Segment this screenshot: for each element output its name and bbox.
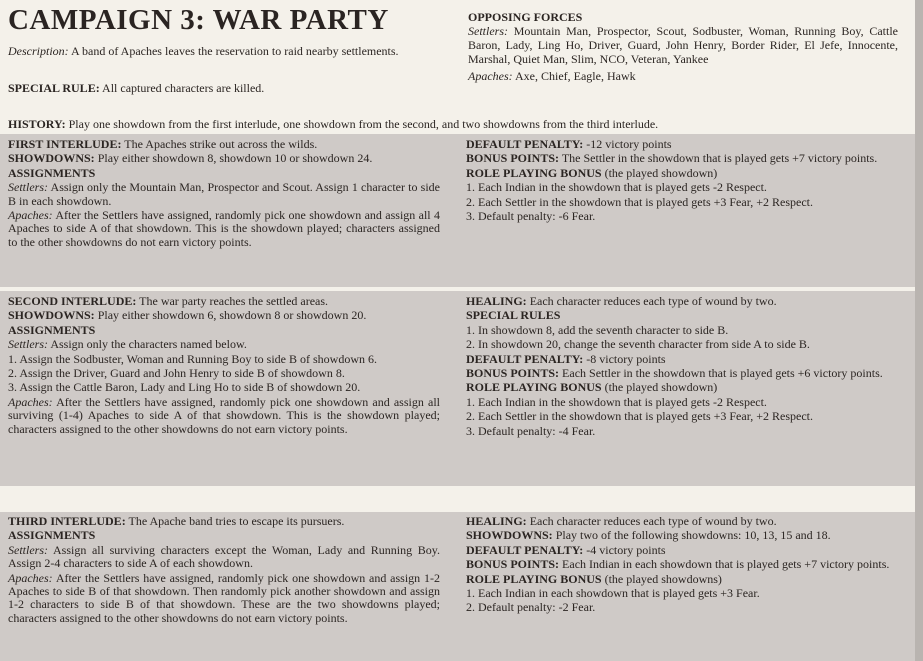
- second-healing-text: Each character reduces each type of wound by two.: [529, 294, 777, 308]
- third-settlers-label: Settlers:: [8, 542, 48, 557]
- first-bonus-text: The Settler in the showdown that is played gets +7 victory points.: [561, 151, 878, 166]
- third-healing-text: Each character reduces each type of wound by two.: [529, 514, 777, 528]
- history-label: HISTORY:: [8, 117, 66, 131]
- special-rule: [8, 81, 264, 96]
- second-showdowns-label: SHOWDOWNS:: [8, 308, 95, 323]
- first-rp-item: 1. Each Indian in the showdown that is played gets -2 Respect.: [466, 180, 767, 195]
- band-divider: [0, 486, 915, 512]
- third-showdowns-text: Play two of the following showdowns: 10, 13, 15 and 18.: [555, 528, 831, 543]
- first-apaches-label: Apaches:: [8, 208, 53, 223]
- second-settler-item: 2. Assign the Driver, Guard and John Henry to side B of showdown 8.: [8, 366, 345, 381]
- second-settler-item: 1. Assign the Sodbuster, Woman and Running Boy to side B of showdown 6.: [8, 351, 377, 366]
- first-showdowns-label: SHOWDOWNS:: [8, 151, 95, 166]
- second-interlude-text: The war party reaches the settled areas.: [139, 294, 329, 308]
- history: [8, 117, 658, 132]
- description-text: A band of Apaches leaves the reservation to raid nearby settlements.: [71, 44, 399, 58]
- second-bonus-text: Each Settler in the showdown that is played gets +6 victory points.: [562, 366, 883, 381]
- second-interlude-label: SECOND INTERLUDE:: [8, 294, 137, 308]
- third-showdowns-label: SHOWDOWNS:: [466, 528, 553, 543]
- first-interlude-text: The Apaches strike out across the wilds.: [124, 137, 318, 151]
- first-rp-item: 2. Each Settler in the showdown that is played gets +3 Fear, +2 Respect.: [466, 194, 813, 209]
- third-rp-sub: (the played showdowns): [604, 571, 722, 586]
- second-rp-sub: (the played showdown): [604, 380, 718, 395]
- first-bonus-label: BONUS POINTS:: [466, 151, 560, 166]
- opposing-forces: [468, 10, 898, 83]
- description: [8, 44, 446, 58]
- third-interlude-label: THIRD INTERLUDE:: [8, 514, 126, 528]
- history-text: Play one showdown from the first interlude, one showdown from the second, and two showdowns from the third interlude.: [68, 117, 659, 131]
- opposing-forces-heading: OPPOSING FORCES: [468, 10, 583, 24]
- second-special-item: 2. In showdown 20, change the seventh character from side A to side B.: [466, 337, 810, 352]
- first-apaches-text: After the Settlers have assigned, randomly pick one showdown and assign all 4 Apaches to side A of that showdown. This is the showdown played; characters assigned to the other showdowns do not earn victory points.: [8, 208, 441, 249]
- third-bonus-text: Each Indian in each showdown that is played gets +7 victory points.: [562, 557, 890, 572]
- third-rp-item: 2. Default penalty: -2 Fear.: [466, 600, 596, 615]
- first-rp-label: ROLE PLAYING BONUS: [466, 165, 602, 180]
- second-settlers-text: Assign only the characters named below.: [50, 337, 247, 352]
- second-special-item: 1. In showdown 8, add the seventh character to side B.: [466, 322, 729, 337]
- second-assignments-heading: ASSIGNMENTS: [8, 322, 96, 337]
- second-showdowns-text: Play either showdown 6, showdown 8 or showdown 20.: [97, 308, 367, 323]
- third-interlude-right: [466, 515, 898, 616]
- third-interlude-text: The Apache band tries to escape its pursuers.: [128, 514, 345, 528]
- page-edge: [915, 0, 923, 661]
- second-apaches-label: Apaches:: [8, 394, 53, 409]
- second-apaches-text: After the Settlers have assigned, randomly pick one showdown and assign all surviving (1-4) Apaches to side A of that showdown. This is the showdown played; characters assigned to the other showdowns do not earn victory points.: [8, 394, 440, 436]
- second-bonus-label: BONUS POINTS:: [466, 366, 560, 381]
- second-healing-label: HEALING:: [466, 294, 527, 308]
- apaches-label: Apaches:: [468, 69, 513, 83]
- first-settlers-text: Assign only the Mountain Man, Prospector and Scout. Assign 1 character to side B in each showdown.: [8, 180, 440, 208]
- third-apaches-label: Apaches:: [8, 570, 53, 585]
- third-default-text: -4 victory points: [586, 542, 666, 557]
- third-default-label: DEFAULT PENALTY:: [466, 542, 584, 557]
- first-settlers-label: Settlers:: [8, 180, 48, 195]
- third-rp-label: ROLE PLAYING BONUS: [466, 571, 602, 586]
- first-default-label: DEFAULT PENALTY:: [466, 137, 584, 151]
- description-label: Description:: [8, 44, 69, 58]
- second-settlers-label: Settlers:: [8, 337, 48, 352]
- first-interlude-label: FIRST INTERLUDE:: [8, 137, 122, 151]
- settlers-text: Mountain Man, Prospector, Scout, Sodbuster, Woman, Running Boy, Cattle Baron, Lady, Ling Ho, Driver, Guard, John Henry, Border Rider, El Jefe, Innocente, Marshal, Quiet Man, Slim, NCO, Veteran, Yankee: [468, 24, 898, 66]
- first-rp-sub: (the played showdown): [604, 165, 718, 180]
- apaches-text: Axe, Chief, Eagle, Hawk: [515, 69, 636, 83]
- second-rp-item: 3. Default penalty: -4 Fear.: [466, 423, 596, 438]
- second-interlude-left: [8, 295, 440, 437]
- second-settler-item: 3. Assign the Cattle Baron, Lady and Ling Ho to side B of showdown 20.: [8, 380, 361, 395]
- page-title: CAMPAIGN 3: WAR PARTY: [8, 4, 389, 36]
- band-divider: [0, 287, 915, 291]
- second-rp-label: ROLE PLAYING BONUS: [466, 380, 602, 395]
- first-rp-item: 3. Default penalty: -6 Fear.: [466, 209, 596, 224]
- third-settlers-text: Assign all surviving characters except the Woman, Lady and Running Boy. Assign 2-4 characters to side A of each showdown.: [8, 542, 440, 571]
- special-rule-text: All captured characters are killed.: [102, 81, 265, 95]
- settlers-list: [468, 24, 898, 66]
- third-bonus-label: BONUS POINTS:: [466, 557, 560, 572]
- first-interlude-right: [466, 138, 898, 224]
- second-rp-item: 2. Each Settler in the showdown that is played gets +3 Fear, +2 Respect.: [466, 409, 813, 424]
- second-default-text: -8 victory points: [586, 351, 666, 366]
- second-default-label: DEFAULT PENALTY:: [466, 351, 584, 366]
- third-healing-label: HEALING:: [466, 514, 527, 528]
- first-default-text: -12 victory points: [586, 137, 672, 151]
- first-interlude-left: [8, 138, 440, 250]
- third-interlude-left: [8, 515, 440, 626]
- special-rule-label: SPECIAL RULE:: [8, 81, 100, 95]
- settlers-label: Settlers:: [468, 24, 508, 38]
- second-rp-item: 1. Each Indian in the showdown that is played gets -2 Respect.: [466, 394, 767, 409]
- apaches-list: [468, 69, 898, 83]
- first-assignments-heading: ASSIGNMENTS: [8, 165, 96, 180]
- third-apaches-text: After the Settlers have assigned, randomly pick one showdown and assign 1-2 Apaches to side B of that showdown. Then randomly pick another showdown and assign 1-2 characters to side B of that showdown. These are the two showdowns played; characters assigned to the other showdowns do not earn victory points.: [8, 570, 440, 625]
- first-showdowns-text: Play either showdown 8, showdown 10 or showdown 24.: [97, 151, 373, 166]
- second-special-rules-heading: SPECIAL RULES: [466, 308, 561, 323]
- third-rp-item: 1. Each Indian in each showdown that is played gets +3 Fear.: [466, 586, 760, 601]
- second-interlude-right: [466, 295, 898, 439]
- third-assignments-heading: ASSIGNMENTS: [8, 528, 96, 543]
